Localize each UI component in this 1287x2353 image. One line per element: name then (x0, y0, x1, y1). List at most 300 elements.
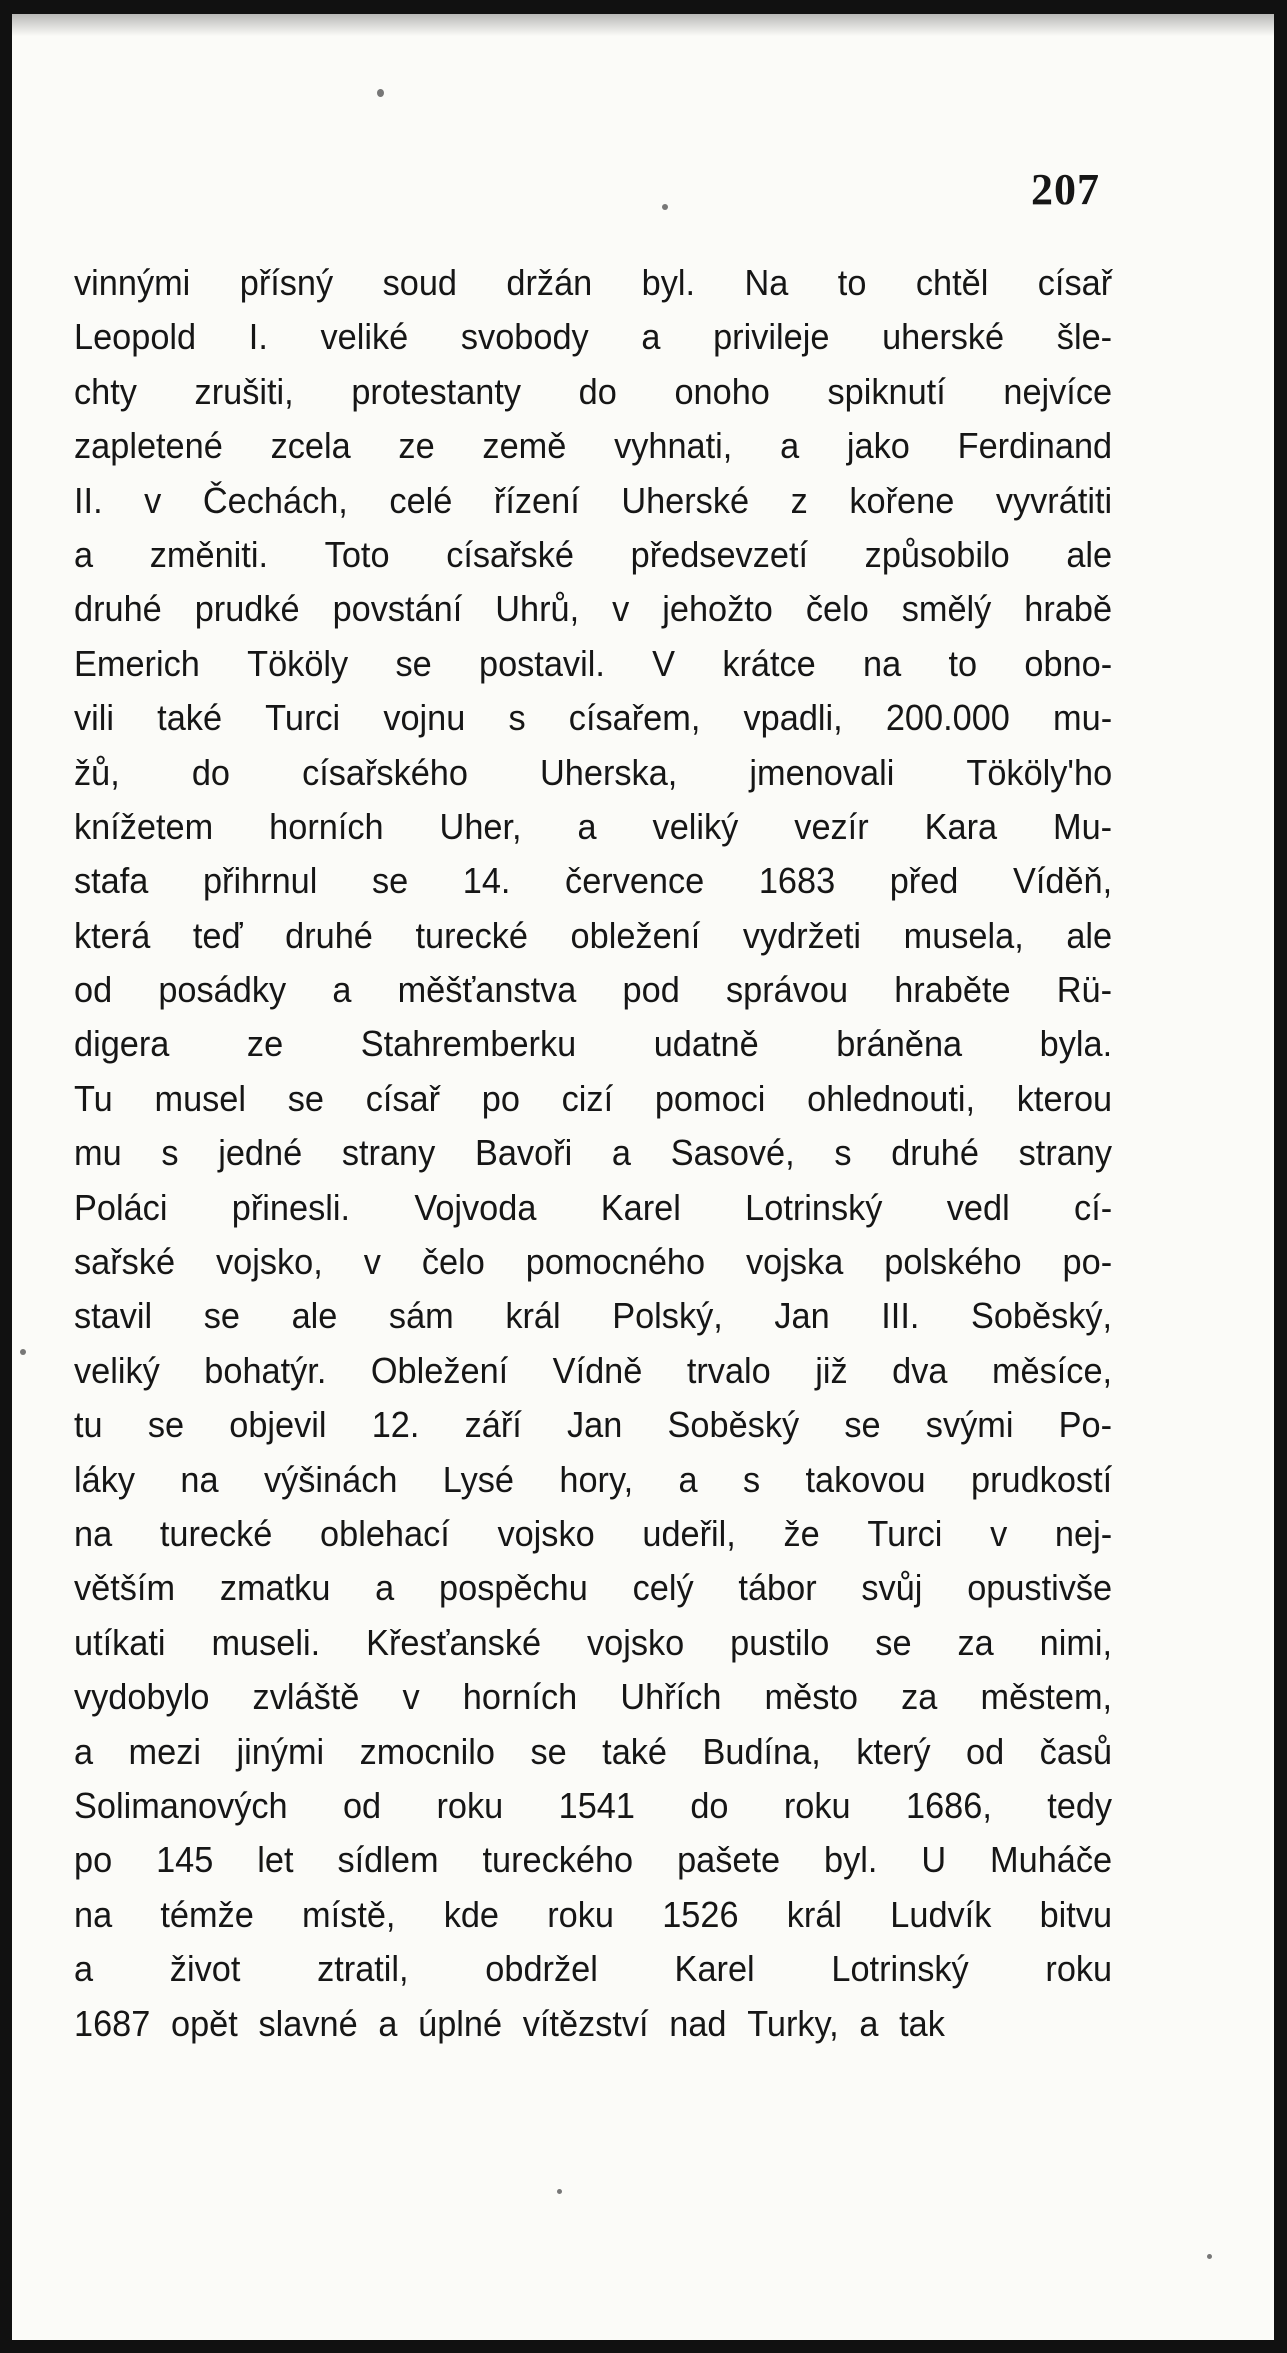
word: veliké (320, 316, 409, 358)
word: zrušiti, (194, 370, 294, 412)
word: změniti. (149, 533, 268, 575)
text-line (74, 1839, 1112, 1893)
word: král (505, 1295, 561, 1337)
word: a (859, 2002, 879, 2044)
word: pod (622, 969, 680, 1011)
word: jmenovali (749, 751, 895, 793)
print-speck (662, 204, 668, 210)
word: cí- (1074, 1186, 1113, 1228)
word: větším (74, 1567, 176, 1609)
word: Uher, (439, 805, 522, 847)
word: Karel (600, 1186, 681, 1228)
word: září (464, 1404, 522, 1446)
word: a (74, 1730, 94, 1772)
word: turecké (415, 914, 528, 956)
word: před (889, 860, 959, 902)
word: vojska (746, 1241, 844, 1283)
word: mu- (1053, 697, 1113, 739)
word: byla. (1039, 1023, 1113, 1065)
word: na (74, 1893, 113, 1935)
word: život (169, 1948, 241, 1990)
word: postavil. (478, 642, 605, 684)
word: na (863, 642, 902, 684)
word: a (332, 969, 352, 1011)
word: s (161, 1132, 179, 1174)
word: v (363, 1241, 381, 1283)
word: hraběte (894, 969, 1011, 1011)
word: Uhřích (620, 1676, 722, 1718)
word: 1541 (558, 1784, 635, 1826)
word: úplné (418, 2002, 503, 2044)
word: horních (462, 1676, 578, 1718)
text-line (74, 1622, 1112, 1676)
word: země (482, 425, 567, 467)
word: Stahremberku (360, 1023, 577, 1065)
word: tedy (1047, 1784, 1113, 1826)
page-number: 207 (1031, 165, 1100, 214)
word: držán (506, 262, 593, 303)
word: císař (1037, 262, 1113, 303)
word: hory, (559, 1458, 634, 1500)
body-text (74, 262, 1112, 2057)
word: sídlem (337, 1839, 439, 1881)
word: svůj (861, 1567, 923, 1609)
word: spiknutí (827, 370, 946, 412)
word: Obležení (370, 1349, 509, 1391)
print-speck (20, 1349, 26, 1355)
word: Polský, (612, 1295, 723, 1337)
print-speck (557, 2189, 562, 2194)
word: témže (160, 1893, 254, 1935)
word: Uherska, (540, 751, 678, 793)
word: řízení (493, 479, 580, 521)
word: 1683 (758, 860, 836, 902)
word: pomocného (525, 1241, 706, 1283)
word: Čechách, (202, 479, 348, 521)
word: 12. (371, 1404, 420, 1446)
word: vojsko, (216, 1241, 323, 1283)
word: druhé (891, 1132, 979, 1174)
word: a (780, 425, 800, 467)
text-line (74, 262, 1112, 316)
word: obležení (570, 914, 701, 956)
word: mezi (128, 1730, 202, 1772)
word: se (287, 1077, 324, 1119)
word: žů, (74, 751, 120, 793)
word: privileje (713, 316, 830, 358)
word: se (395, 642, 432, 684)
word: Turci (265, 697, 341, 739)
word: Na (744, 262, 789, 303)
word: Soběský, (970, 1295, 1113, 1337)
word: také (157, 697, 223, 739)
word: stafa (74, 860, 149, 902)
word: zvláště (252, 1676, 360, 1718)
word: Mu- (1053, 805, 1113, 847)
text-line (74, 1078, 1112, 1132)
word: Budína, (702, 1730, 821, 1772)
text-line (74, 915, 1112, 969)
text-line (74, 643, 1112, 697)
word: prudkostí (971, 1458, 1113, 1500)
word: za (901, 1676, 938, 1718)
word: Leopold (74, 316, 197, 358)
word: pomoci (654, 1077, 766, 1119)
word: druhé (285, 914, 373, 956)
word: sám (388, 1295, 454, 1337)
word: do (191, 751, 231, 793)
word: onoho (674, 370, 770, 412)
word: roku (547, 1893, 615, 1935)
word: místě, (302, 1893, 396, 1935)
word: to (948, 642, 978, 684)
word: Rü- (1056, 969, 1113, 1011)
text-line (74, 1404, 1112, 1458)
word: Turci (867, 1512, 943, 1554)
word: museli. (211, 1621, 321, 1663)
word: vyhnati, (614, 425, 733, 467)
text-line (74, 1023, 1112, 1077)
word: 145 (156, 1839, 214, 1881)
word: veliký (74, 1349, 160, 1391)
text-line (74, 1785, 1112, 1839)
text-line (74, 371, 1112, 425)
word: zmatku (219, 1567, 331, 1609)
word: Ludvík (890, 1893, 992, 1935)
text-line (74, 1295, 1112, 1349)
text-line (74, 806, 1112, 860)
word: I. (248, 316, 268, 358)
word: ze (246, 1023, 284, 1065)
word: V (652, 642, 676, 684)
word: přihrnul (202, 860, 318, 902)
text-line (74, 425, 1112, 479)
word: to (837, 262, 867, 303)
word: přinesli. (231, 1186, 351, 1228)
word: ale (291, 1295, 338, 1337)
text-line (74, 480, 1112, 534)
word: krátce (722, 642, 816, 684)
word: kterou (1016, 1077, 1113, 1119)
word: již (815, 1349, 848, 1391)
word: v (402, 1676, 420, 1718)
word: vyvrátiti (995, 479, 1113, 521)
word: bráněna (836, 1023, 963, 1065)
word: objevil (229, 1404, 327, 1446)
word: vojnu (383, 697, 466, 739)
word: město (764, 1676, 859, 1718)
word: a (577, 805, 597, 847)
word: Poláci (74, 1186, 168, 1228)
word: jedné (218, 1132, 303, 1174)
word: tak (899, 2002, 945, 2044)
word: král (786, 1893, 843, 1935)
word: teď (192, 914, 243, 956)
word: která (74, 914, 151, 956)
word: čelo (805, 588, 869, 630)
word: měsíce, (991, 1349, 1113, 1391)
text-line (74, 752, 1112, 806)
word: 1687 (74, 2002, 151, 2044)
word: bitvu (1039, 1893, 1113, 1935)
word: chtěl (915, 262, 989, 303)
word: také (602, 1730, 668, 1772)
word: Uhrů, (495, 588, 580, 630)
book-page (12, 14, 1274, 2340)
text-line (74, 1187, 1112, 1241)
word: se (147, 1404, 185, 1446)
word: nimi, (1039, 1621, 1113, 1663)
text-line (74, 1948, 1112, 2002)
text-line (74, 1731, 1112, 1785)
word: Emerich (74, 642, 200, 684)
word: Vojvoda (414, 1186, 537, 1228)
word: správou (725, 969, 849, 1011)
word: výšinách (263, 1458, 398, 1500)
word: Tököly (247, 642, 349, 684)
word: vinnými (74, 262, 191, 303)
word: Lotrinský (831, 1948, 969, 1990)
word: svobody (460, 316, 589, 358)
word: Karel (674, 1948, 755, 1990)
word: a (641, 316, 661, 358)
word: Muháče (990, 1839, 1113, 1881)
word: trvalo (686, 1349, 771, 1391)
word: roku (436, 1784, 504, 1826)
word: vedl (946, 1186, 1010, 1228)
word: roku (1045, 1948, 1113, 1990)
word: za (957, 1621, 994, 1663)
word: se (844, 1404, 881, 1446)
word: opustivše (967, 1567, 1113, 1609)
word: nej- (1054, 1512, 1113, 1554)
word: že (783, 1512, 820, 1554)
word: tábor (738, 1567, 817, 1609)
word: s (834, 1132, 852, 1174)
word: pospěchu (439, 1567, 588, 1609)
word: do (578, 370, 617, 412)
word: měšťanstva (397, 969, 577, 1011)
word: Lotrinský (745, 1186, 883, 1228)
text-line (74, 1567, 1112, 1621)
word: Solimanových (74, 1784, 288, 1826)
word: tu (74, 1404, 103, 1446)
word: strany (1018, 1132, 1113, 1174)
word: protestanty (351, 370, 522, 412)
word: 1526 (662, 1893, 739, 1935)
word: Vídně (552, 1349, 643, 1391)
word: byl. (824, 1839, 878, 1881)
word: Uherské (621, 479, 750, 521)
word: ohlednouti, (807, 1077, 976, 1119)
word: Turky, (747, 2002, 839, 2044)
word: a (74, 1948, 94, 1990)
word: s (508, 697, 526, 739)
text-line (74, 697, 1112, 751)
word: od (966, 1730, 1005, 1772)
word: utíkati (74, 1621, 166, 1663)
word: po- (1062, 1241, 1113, 1283)
word: ale (1066, 914, 1113, 956)
text-line (74, 588, 1112, 642)
word: s (742, 1458, 761, 1500)
text-line (74, 316, 1112, 370)
word: U (921, 1839, 947, 1881)
word: knížetem (74, 805, 214, 847)
word: slavné (258, 2002, 358, 2044)
word: mu (74, 1132, 122, 1174)
word: chty (74, 370, 137, 412)
text-line (74, 969, 1112, 1023)
word: takovou (805, 1458, 926, 1500)
word: na (74, 1512, 113, 1554)
word: Ferdinand (957, 425, 1113, 467)
text-line (74, 1676, 1112, 1730)
word: polského (884, 1241, 1022, 1283)
word: po (74, 1839, 113, 1881)
word: cizí (561, 1077, 614, 1119)
word: ze (398, 425, 435, 467)
word: Jan (567, 1404, 623, 1446)
word: kde (443, 1893, 500, 1935)
word: a (611, 1132, 632, 1174)
word: císařem, (568, 697, 701, 739)
word: stavil (74, 1295, 153, 1337)
word: horních (269, 805, 384, 847)
word: se (371, 860, 409, 902)
word: nad (669, 2002, 727, 2044)
word: smělý (901, 588, 992, 630)
text-line (74, 1459, 1112, 1513)
word: vezír (794, 805, 869, 847)
word: časů (1039, 1730, 1113, 1772)
word: II. (74, 479, 103, 521)
word: kořene (849, 479, 955, 521)
word: let (257, 1839, 294, 1881)
word: císařské (446, 533, 574, 575)
word: celý (632, 1567, 694, 1609)
print-speck (1207, 2254, 1212, 2259)
word: zcela (270, 425, 351, 467)
text-line (74, 2003, 1112, 2057)
word: a (678, 1458, 698, 1500)
word: 200.000 (885, 697, 1010, 739)
word: Soběský (667, 1404, 800, 1446)
word: Tu (74, 1077, 113, 1119)
word: vítězství (522, 2002, 649, 2044)
word: vydržeti (742, 914, 862, 956)
word: jehožto (662, 588, 773, 630)
word: do (690, 1784, 729, 1826)
word: byl. (641, 262, 696, 303)
word: v (144, 479, 162, 521)
word: přísný (239, 262, 334, 303)
word: celé (389, 479, 453, 521)
word: pustilo (730, 1621, 830, 1663)
word: ztratil, (317, 1948, 409, 1990)
word: obno- (1024, 642, 1113, 684)
word: udatně (653, 1023, 759, 1065)
word: tureckého (482, 1839, 634, 1881)
word: posádky (158, 969, 287, 1011)
word: veliký (652, 805, 739, 847)
word: Jan (774, 1295, 830, 1337)
word: císař (365, 1077, 441, 1119)
word: se (875, 1621, 912, 1663)
word: svými (925, 1404, 1014, 1446)
word: šle- (1056, 316, 1113, 358)
text-line (74, 1513, 1112, 1567)
word: Bavoři (474, 1132, 573, 1174)
word: který (856, 1730, 931, 1772)
word: způsobilo (864, 533, 1010, 575)
word: v (612, 588, 630, 630)
word: a (378, 2002, 398, 2044)
word: se (530, 1730, 567, 1772)
text-line (74, 1241, 1112, 1295)
word: Tököly'ho (966, 751, 1113, 793)
word: vojsko (497, 1512, 595, 1554)
text-line (74, 860, 1112, 914)
word: vpadli, (743, 697, 843, 739)
word: čelo (421, 1241, 485, 1283)
word: předsevzetí (630, 533, 809, 575)
word: července (565, 860, 705, 902)
word: digera (74, 1023, 170, 1065)
word: dva (892, 1349, 948, 1391)
word: městem, (980, 1676, 1113, 1718)
word: III. (881, 1295, 920, 1337)
word: vojsko (586, 1621, 685, 1663)
word: obdržel (485, 1948, 598, 1990)
word: povstání (332, 588, 463, 630)
word: hrabě (1024, 588, 1113, 630)
word: zapletené (74, 425, 223, 467)
word: vydobylo (74, 1676, 210, 1718)
word: bohatýr. (204, 1349, 327, 1391)
word: ale (1066, 533, 1113, 575)
word: nejvíce (1003, 370, 1113, 412)
word: jako (846, 425, 910, 467)
word: roku (783, 1784, 851, 1826)
word: od (342, 1784, 382, 1826)
word: a (74, 533, 94, 575)
word: turecké (159, 1512, 273, 1554)
word: 14. (462, 860, 511, 902)
word: láky (74, 1458, 136, 1500)
word: Toto (324, 533, 390, 575)
word: opět (171, 2002, 238, 2044)
word: po (481, 1077, 520, 1119)
word: Kara (924, 805, 998, 847)
word: v (990, 1512, 1008, 1554)
word: druhé (74, 588, 162, 630)
word: 1686, (906, 1784, 992, 1826)
text-line (74, 1350, 1112, 1404)
word: prudké (194, 588, 300, 630)
word: se (203, 1295, 240, 1337)
word: musela, (903, 914, 1024, 956)
word: Po- (1058, 1404, 1113, 1446)
text-line (74, 534, 1112, 588)
word: zmocnilo (359, 1730, 496, 1772)
word: udeřil, (642, 1512, 736, 1554)
word: Křesťanské (366, 1621, 542, 1663)
word: jinými (236, 1730, 325, 1772)
text-line (74, 1894, 1112, 1948)
word: strany (341, 1132, 436, 1174)
word: uherské (882, 316, 1005, 358)
